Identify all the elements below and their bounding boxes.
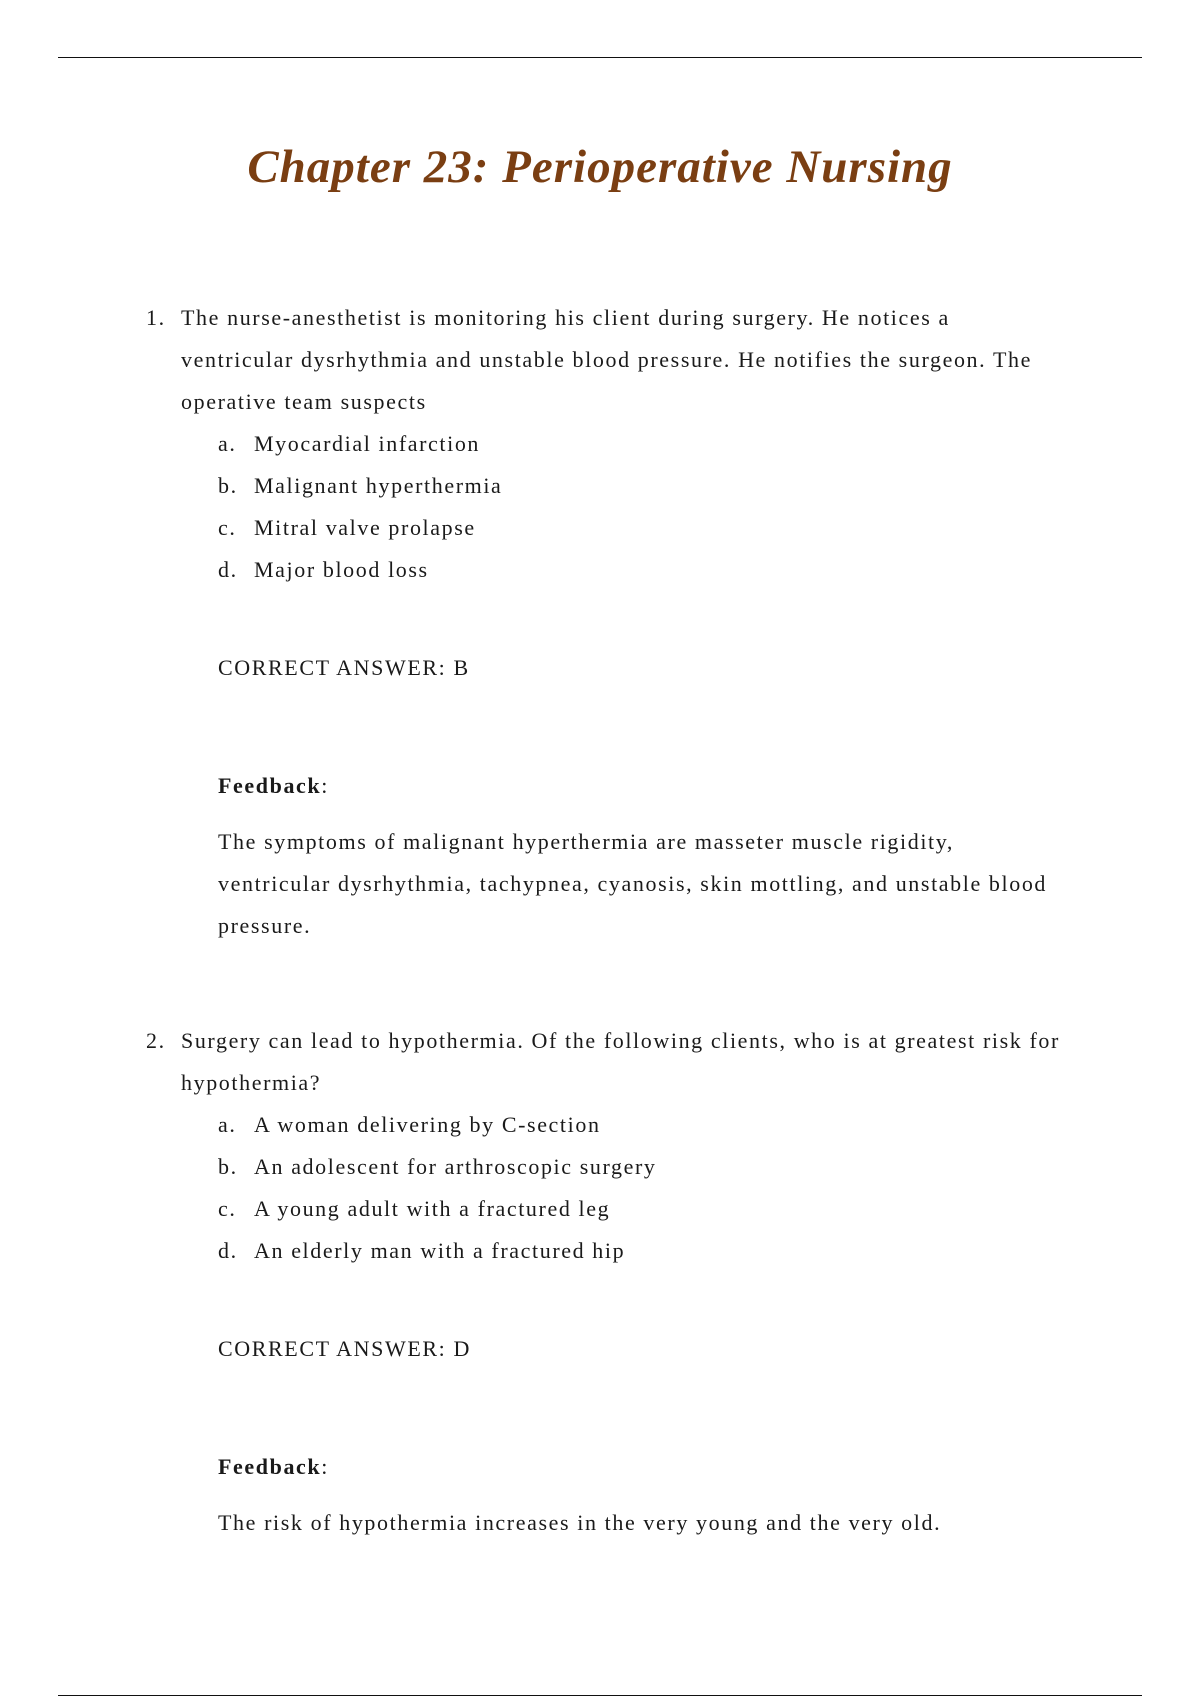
option-item xyxy=(218,465,1066,507)
question-number: 2. xyxy=(146,1028,166,1053)
question-1 xyxy=(146,297,1066,947)
feedback-colon: : xyxy=(321,773,329,798)
option-item xyxy=(218,507,1066,549)
option-item xyxy=(218,1146,1066,1188)
option-item xyxy=(218,1188,1066,1230)
header-rule xyxy=(58,57,1142,58)
option-text: A young adult with a fractured leg xyxy=(254,1196,611,1221)
option-item xyxy=(218,1104,1066,1146)
question-2 xyxy=(146,1020,1066,1544)
option-item xyxy=(218,1230,1066,1272)
option-text: Myocardial infarction xyxy=(254,431,481,456)
option-letter: d. xyxy=(218,557,238,582)
feedback-heading xyxy=(218,765,1066,807)
option-letter: b. xyxy=(218,1154,238,1179)
feedback-colon: : xyxy=(321,1454,329,1479)
option-text: Mitral valve prolapse xyxy=(254,515,476,540)
option-item xyxy=(218,549,1066,591)
option-text: A woman delivering by C-section xyxy=(254,1112,601,1137)
question-text: Surgery can lead to hypothermia. Of the following clients, who is at greatest risk for hypothermia? xyxy=(181,1028,1060,1095)
option-letter: b. xyxy=(218,473,238,498)
page-title: Chapter 23: Perioperative Nursing xyxy=(247,141,953,193)
feedback-heading xyxy=(218,1446,1066,1488)
option-letter: a. xyxy=(218,431,237,456)
question-stem xyxy=(146,297,1066,423)
feedback-text: The symptoms of malignant hyperthermia are masseter muscle rigidity, ventricular dysrhythmia, tachypnea, cyanosis, skin mottling, and unstable blood pressure. xyxy=(218,829,1048,938)
footer-rule xyxy=(58,1695,1142,1696)
correct-answer: CORRECT ANSWER: B xyxy=(218,655,470,680)
option-text: Malignant hyperthermia xyxy=(254,473,503,498)
question-text: The nurse-anesthetist is monitoring his client during surgery. He notices a ventricular dysrhythmia and unstable blood pressure. He notifies the surgeon. The operative team suspects xyxy=(181,305,1032,414)
feedback-label: Feedback xyxy=(218,773,322,798)
option-text: An elderly man with a fractured hip xyxy=(254,1238,626,1263)
feedback-label: Feedback xyxy=(218,1454,322,1479)
feedback-text: The risk of hypothermia increases in the very young and the very old. xyxy=(218,1510,942,1535)
correct-answer: CORRECT ANSWER: D xyxy=(218,1336,471,1361)
option-text: Major blood loss xyxy=(254,557,429,582)
question-stem xyxy=(146,1020,1066,1104)
option-list xyxy=(146,423,1066,591)
question-number: 1. xyxy=(146,305,166,330)
option-letter: c. xyxy=(218,515,237,540)
option-list xyxy=(146,1104,1066,1272)
option-item xyxy=(218,423,1066,465)
option-letter: d. xyxy=(218,1238,238,1263)
option-letter: c. xyxy=(218,1196,237,1221)
option-letter: a. xyxy=(218,1112,237,1137)
option-text: An adolescent for arthroscopic surgery xyxy=(254,1154,657,1179)
